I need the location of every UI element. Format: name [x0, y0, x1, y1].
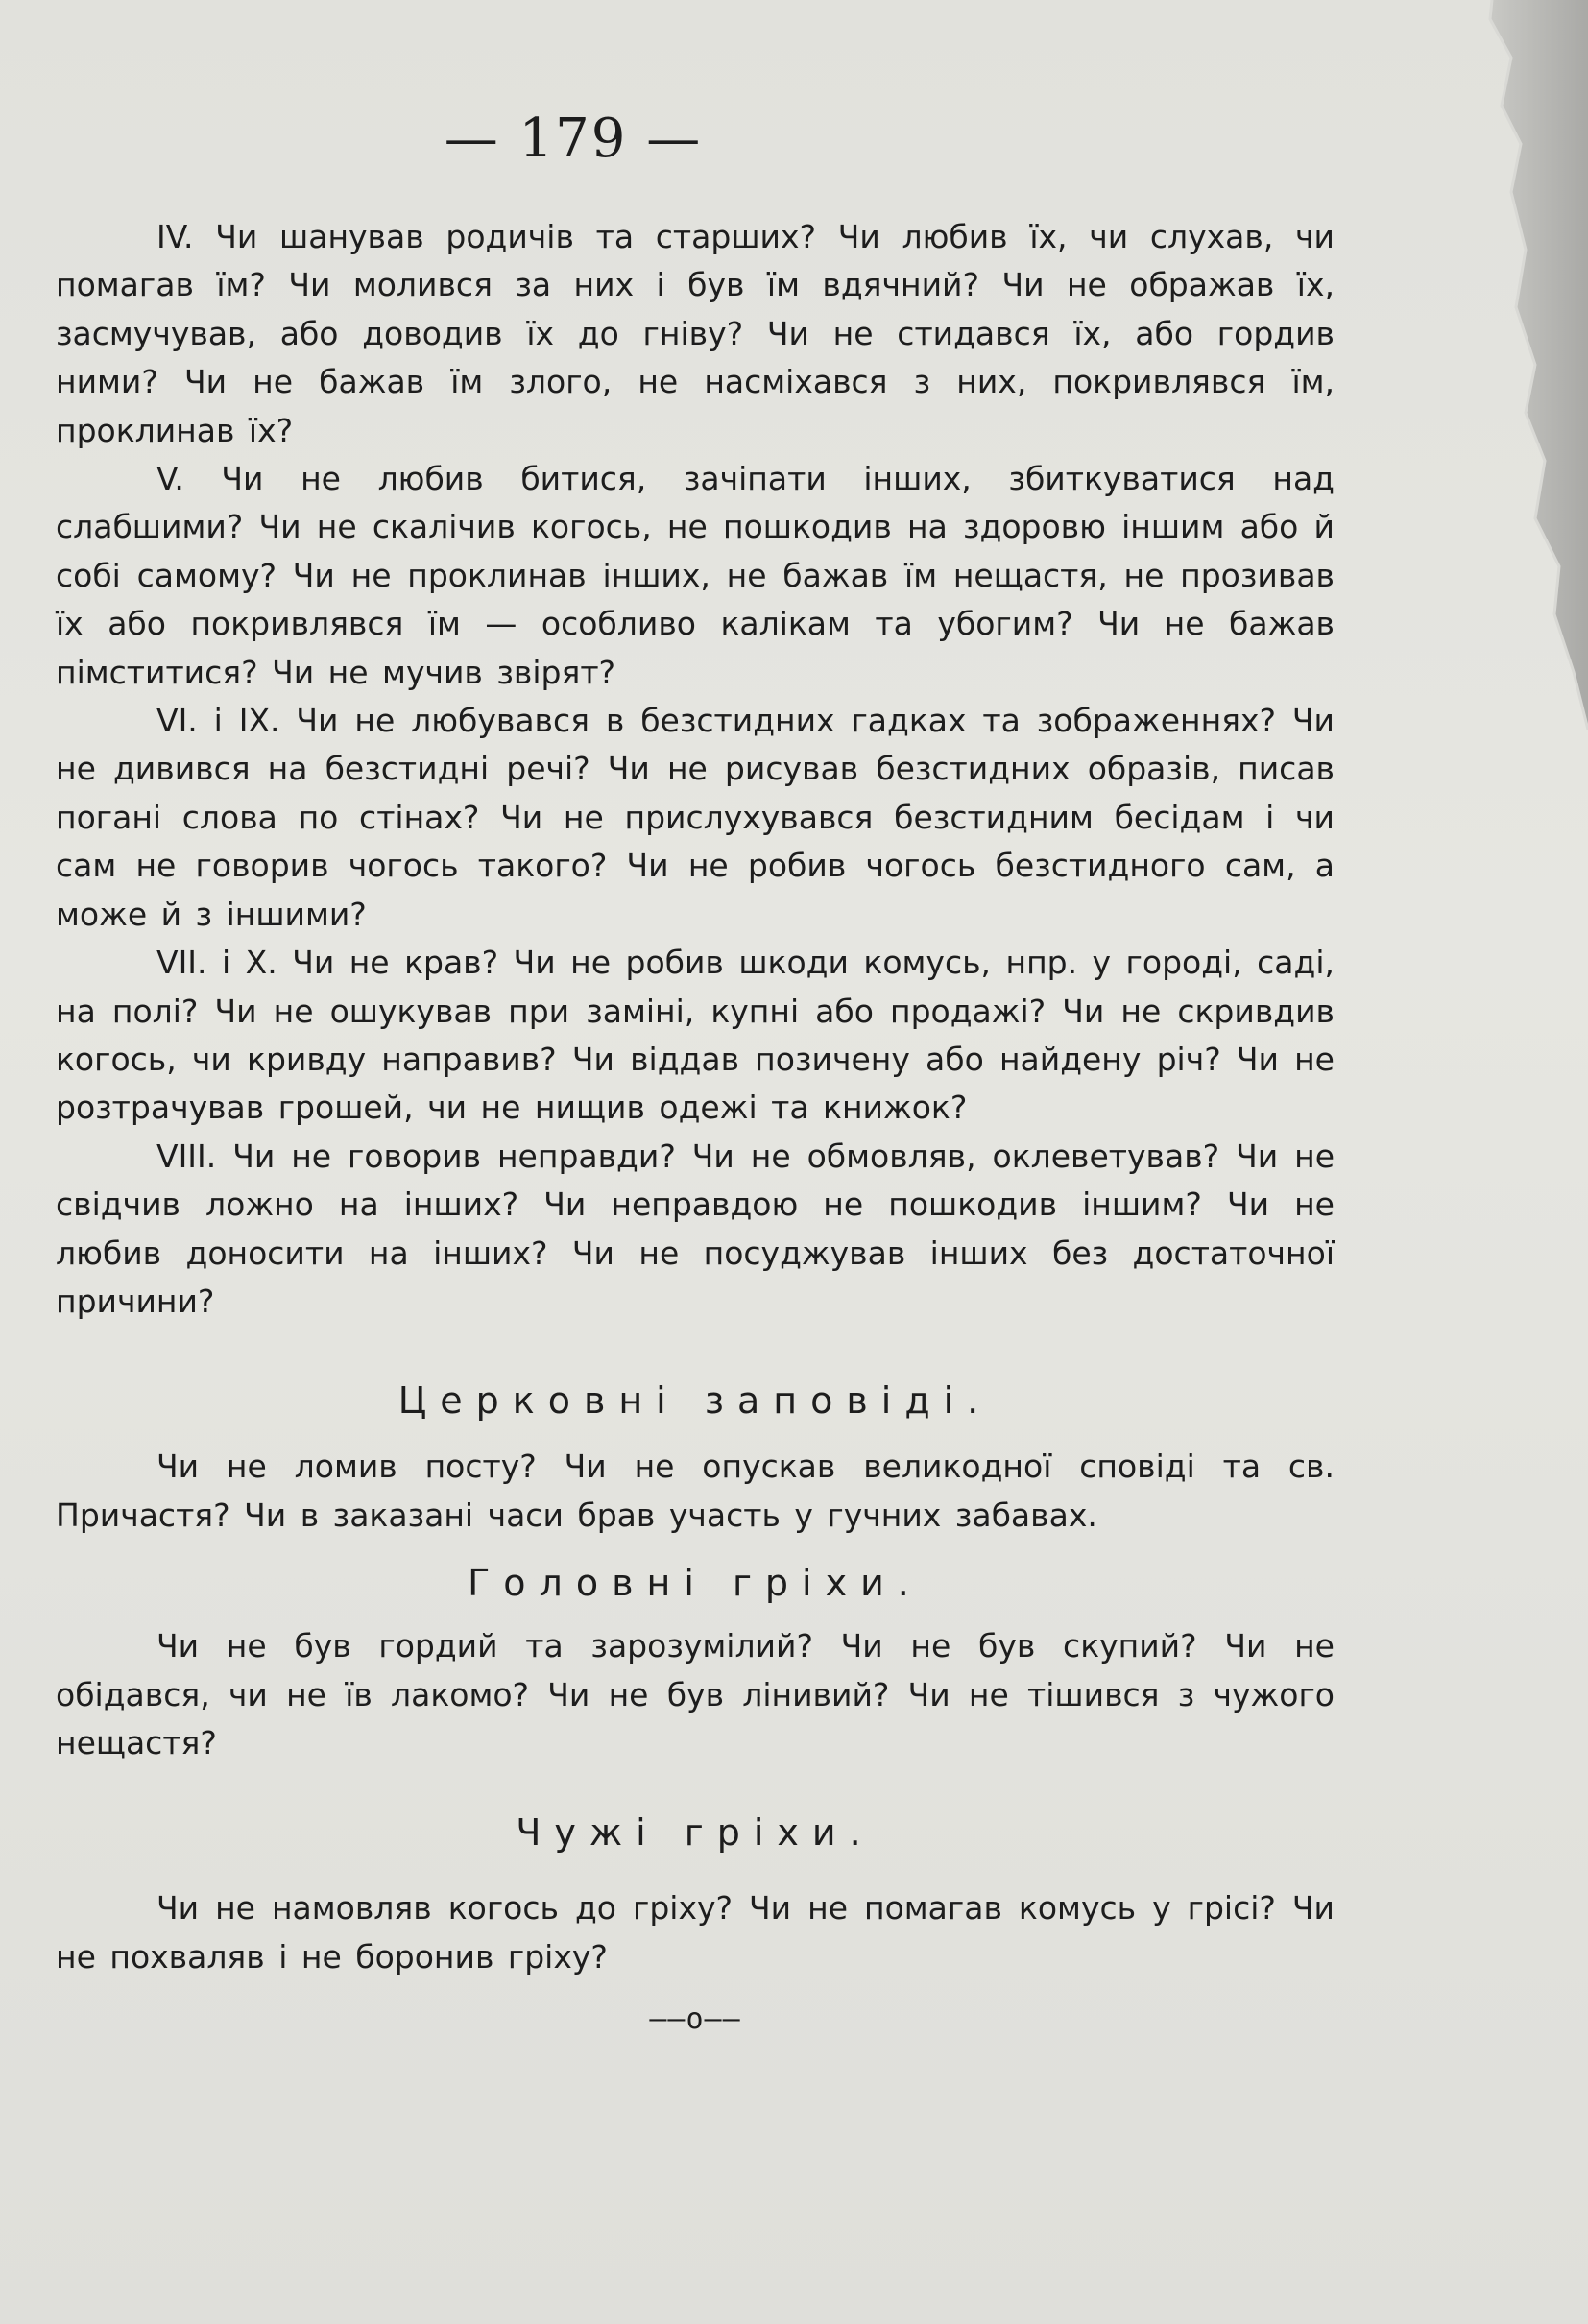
- section-divider: ——o——: [649, 2002, 741, 2037]
- paragraph-iv: IV. Чи шанував родичів та старших? Чи любив їх, чи слухав, чи помагав їм? Чи молився за них і був їм вдячний? Чи не ображав їх, засмучував, або доводив їх до гніву? Чи не стидався їх, або гордив ними? Чи не бажав їм злого, не насміхався з них, покривлявся їм, проклинав їх?: [56, 218, 1335, 449]
- paragraph-v: V. Чи не любив битися, зачіпати інших, збиткуватися над слабшими? Чи не скалічив когось, не пошкодив на здоровю іншим або й собі самому? Чи не проклинав інших, не бажав їм нещастя, не прозивав їх або покривлявся їм — особливо калікам та убогим? Чи не бажав пімститися? Чи не мучив звірят?: [56, 460, 1335, 691]
- paragraph-viii: VIII. Чи не говорив неправди? Чи не обмовляв, оклеветував? Чи не свідчив ложно на інших? Чи неправдою не пошкодив іншим? Чи не любив доносити на інших? Чи не посуджував інших без достаточної причини?: [56, 1137, 1335, 1320]
- section-heading-others-sins: Чужі гріхи.: [516, 1811, 875, 1855]
- section-text-others-sins: Чи не намовляв когось до гріху? Чи не помагав комусь у грісі? Чи не похваляв і не боронив гріху?: [56, 1889, 1335, 1976]
- paragraph-vi-ix: VI. і IX. Чи не любувався в безстидних гадках та зображеннях? Чи не дивився на безстидні речі? Чи не рисував безстидних образів, писав погані слова по стінах? Чи не прислухувався безстидним бесідам і чи сам не говорив чогось такого? Чи не робив чогось безстидного сам, а може й з іншими?: [56, 702, 1335, 933]
- section-heading-main-sins: Головні гріхи.: [468, 1562, 923, 1605]
- section-heading-church-commandments: Церковні заповіді.: [397, 1379, 993, 1423]
- section-text-church-commandments: Чи не ломив посту? Чи не опускав великодної сповіді та св. Причастя? Чи в заказані часи брав участь у гучних забавах.: [56, 1448, 1335, 1534]
- paragraph-vii-x: VII. і X. Чи не крав? Чи не робив шкоди комусь, нпр. у городі, саді, на полі? Чи не ошукував при заміні, купні або продажі? Чи не скривдив когось, чи кривду направив? Чи віддав позичену або найдену річ? Чи не розтрачував грошей, чи не нищив одежі та книжок?: [56, 944, 1335, 1127]
- section-text-main-sins: Чи не був гордий та зарозумілий? Чи не був скупий? Чи не обідався, чи не їв лакомо? Чи не був лінивий? Чи не тішився з чужого нещастя?: [56, 1627, 1335, 1761]
- torn-page-edge: [1367, 0, 1588, 730]
- page-content: [56, 213, 1335, 2036]
- page-number: — 179 —: [444, 108, 703, 170]
